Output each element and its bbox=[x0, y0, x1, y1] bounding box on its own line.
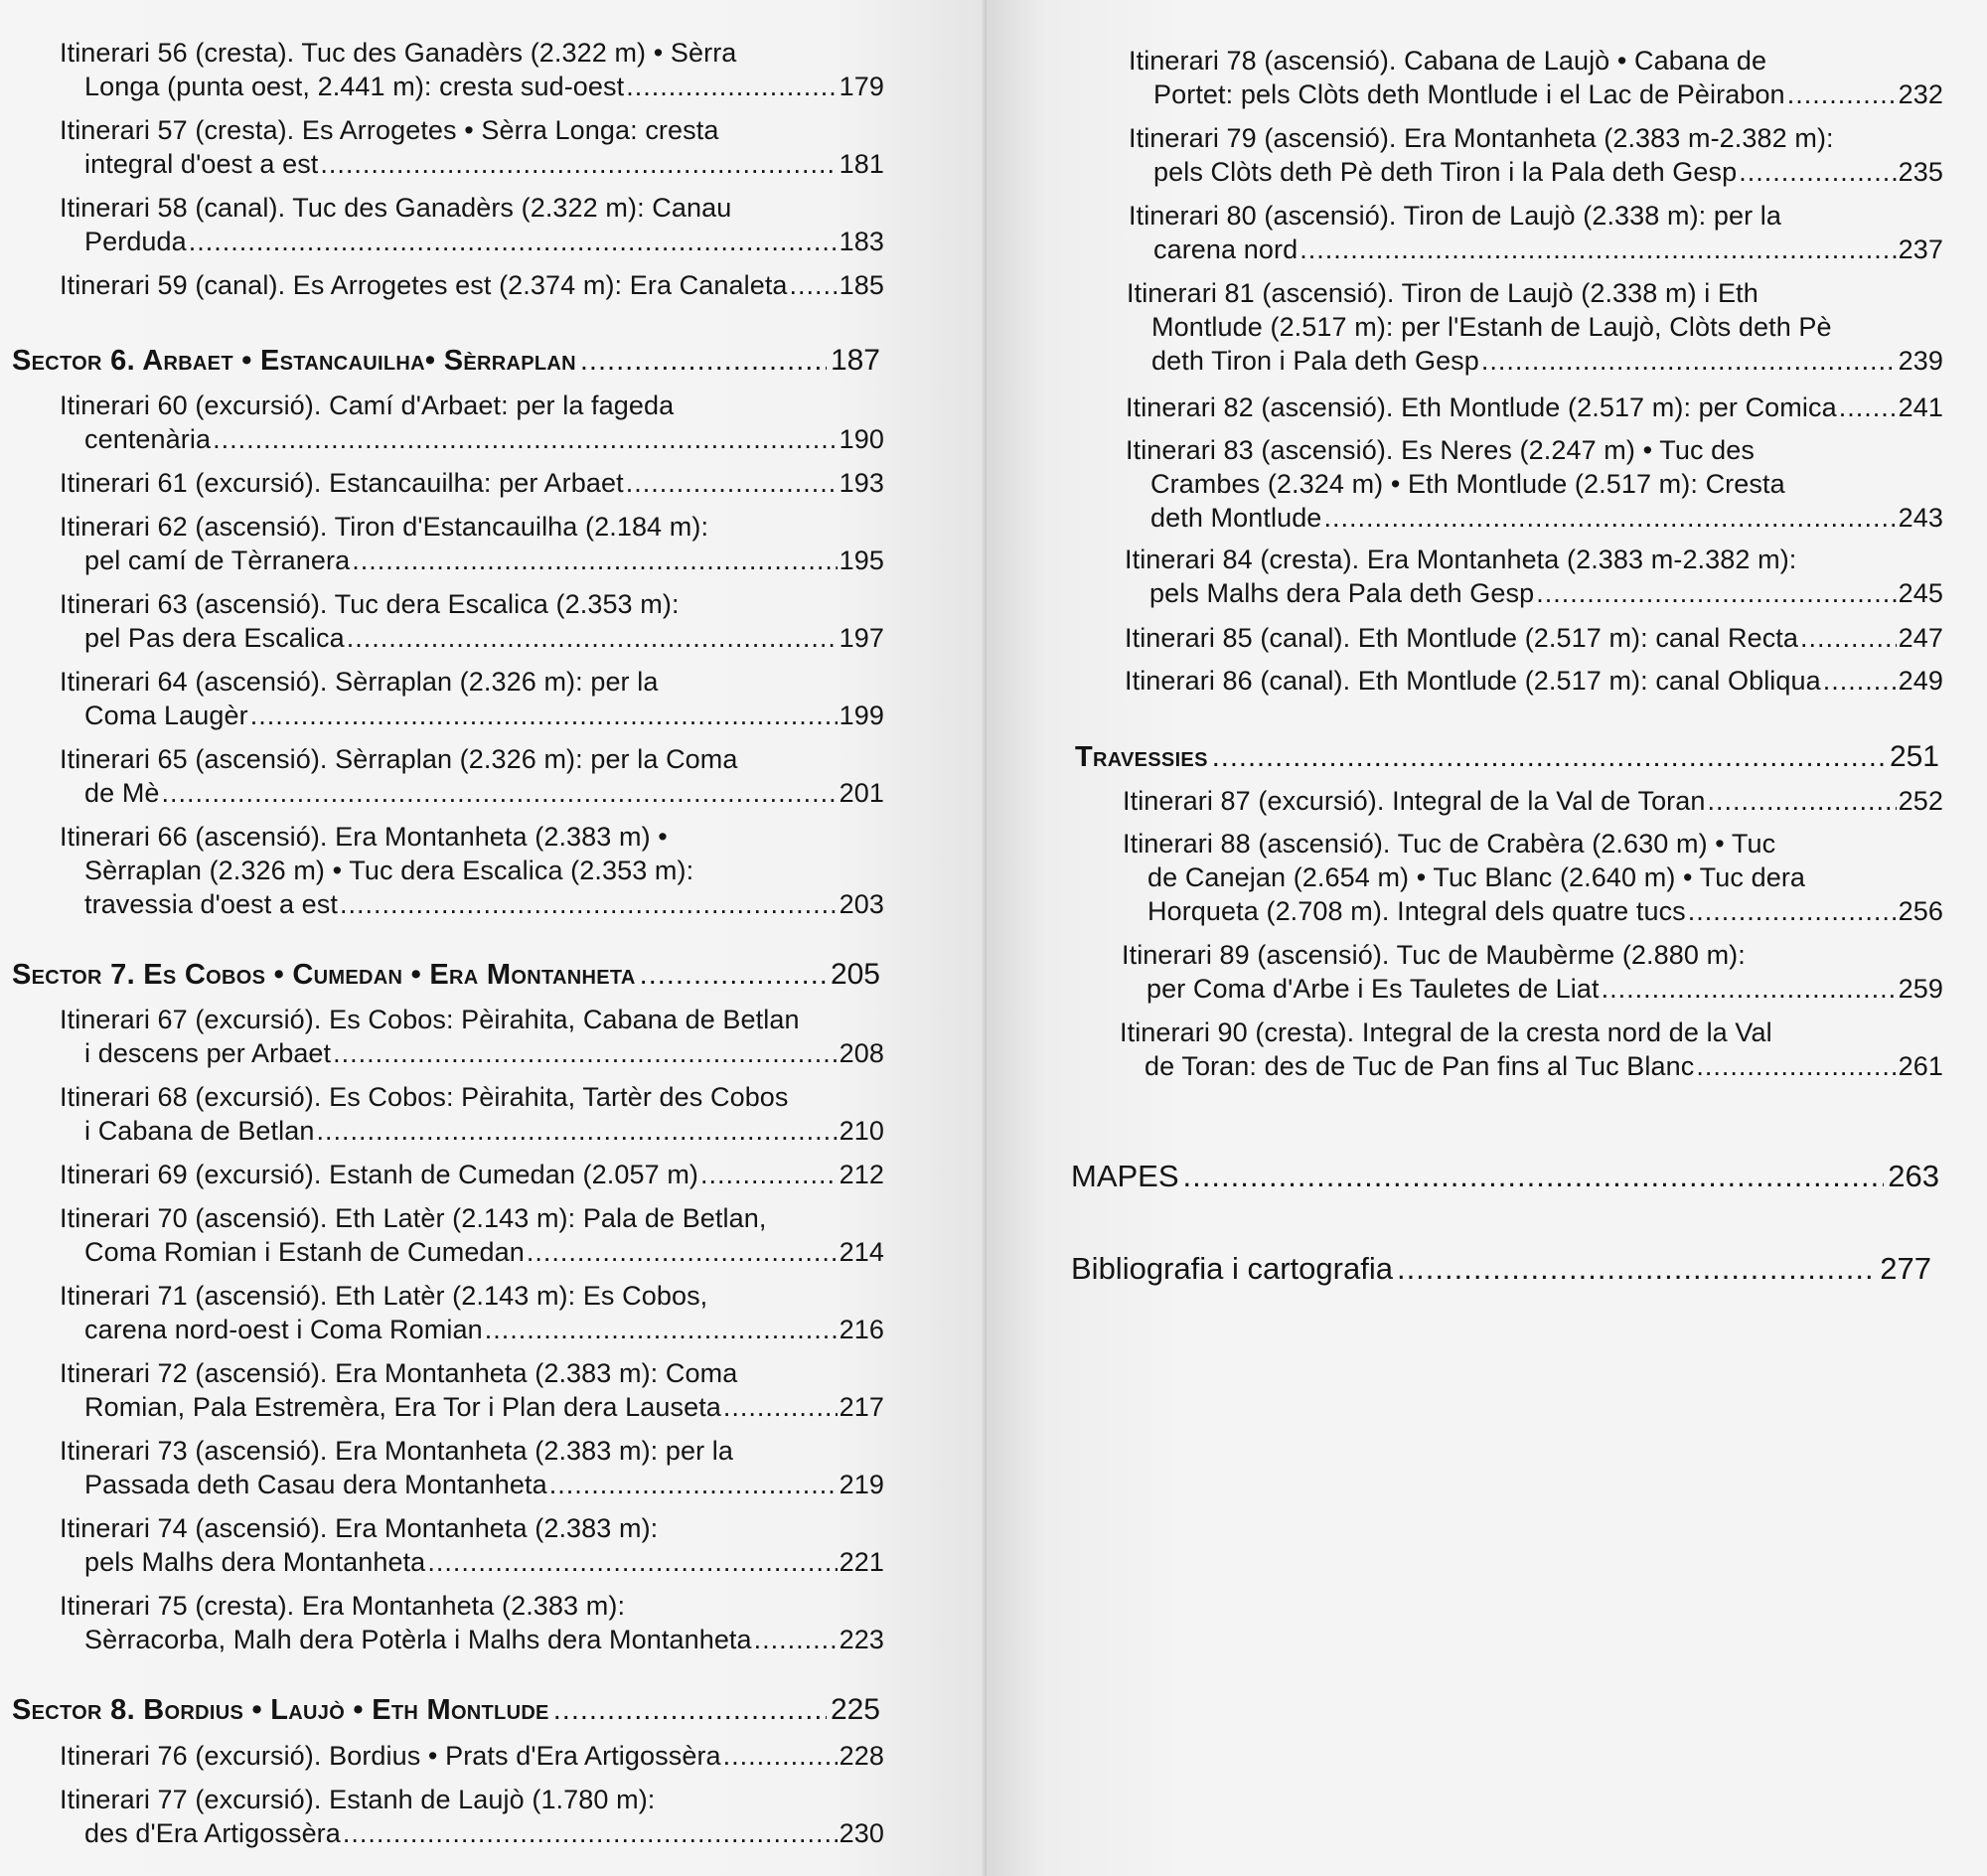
leader-dots bbox=[1708, 784, 1897, 818]
entry-title: Itinerari 86 (canal). Eth Montlude (2.517 m): canal Obliqua bbox=[1125, 666, 1821, 696]
leader-dots bbox=[340, 887, 838, 921]
entry-title: Itinerari 81 (ascensió). Tiron de Laujò (2.338 m) i Eth bbox=[1127, 278, 1758, 308]
leader-dots bbox=[1602, 972, 1897, 1006]
entry-title: Itinerari 66 (ascensió). Era Montanheta (2.383 m) • bbox=[60, 822, 668, 852]
page-number: 251 bbox=[1889, 740, 1939, 773]
entry-title: Itinerari 83 (ascensió). Es Neres (2.247 m) • Tuc des bbox=[1126, 435, 1755, 465]
entry-title-cont: de Mè bbox=[84, 778, 160, 808]
page-number: 201 bbox=[839, 778, 884, 808]
page-number: 241 bbox=[1898, 392, 1943, 422]
page-number: 221 bbox=[839, 1547, 884, 1577]
leader-dots bbox=[553, 1694, 827, 1727]
page-number: 235 bbox=[1898, 157, 1943, 187]
leader-dots bbox=[527, 1235, 838, 1269]
leader-dots bbox=[549, 1468, 838, 1501]
entry-title-cont: Portet: pels Clòts deth Montlude i el Lac de Pèirabon bbox=[1153, 79, 1785, 109]
page-number: 219 bbox=[839, 1470, 884, 1499]
leader-dots bbox=[754, 1623, 838, 1656]
toc-entry[interactable] bbox=[60, 742, 884, 810]
entry-title: Itinerari 56 (cresta). Tuc des Ganadèrs (2.322 m) • Sèrra bbox=[60, 38, 737, 68]
entry-title: Itinerari 74 (ascensió). Era Montanheta (2.383 m): bbox=[60, 1513, 659, 1543]
entry-title: Itinerari 73 (ascensió). Era Montanheta (2.383 m): per la bbox=[60, 1436, 734, 1466]
toc-entry[interactable] bbox=[60, 510, 884, 577]
sector-title: Sector 7. Es Cobos • Cumedan • Era Montanheta bbox=[12, 959, 636, 991]
section-heading-mapes[interactable] bbox=[1071, 1159, 1939, 1194]
entry-title: Itinerari 64 (ascensió). Sèrraplan (2.326 m): per la bbox=[60, 667, 659, 697]
entry-title-cont: de Toran: des de Tuc de Pan fins al Tuc Blanc bbox=[1145, 1051, 1695, 1081]
page-number: 230 bbox=[839, 1818, 884, 1848]
entry-title-cont: Montlude (2.517 m): per l'Estanh de Laujò, Clòts deth Pè bbox=[1151, 312, 1832, 342]
leader-dots bbox=[320, 147, 837, 181]
entry-title: Itinerari 90 (cresta). Integral de la cresta nord de la Val bbox=[1120, 1017, 1772, 1047]
entry-title-cont: deth Montlude bbox=[1150, 503, 1322, 533]
page-number: 237 bbox=[1898, 234, 1943, 264]
toc-entry[interactable] bbox=[1123, 827, 1943, 928]
entry-title-cont: Sèrraplan (2.326 m) • Tuc dera Escalica (2.353 m): bbox=[84, 856, 694, 885]
entry-title: Itinerari 77 (excursió). Estanh de Laujò (1.780 m): bbox=[60, 1785, 656, 1814]
page-number: 225 bbox=[830, 1693, 880, 1726]
leader-dots bbox=[790, 268, 838, 302]
entry-title-cont: pel camí de Tèrranera bbox=[84, 546, 351, 575]
leader-dots bbox=[485, 1313, 838, 1346]
section-heading-travessies[interactable] bbox=[1075, 740, 1939, 774]
entry-title: Itinerari 59 (canal). Es Arrogetes est (2.374 m): Era Canaleta bbox=[60, 270, 788, 300]
entry-title-cont: Passada deth Casau dera Montanheta bbox=[84, 1470, 547, 1499]
toc-entry[interactable] bbox=[60, 1511, 884, 1579]
toc-entry[interactable] bbox=[1120, 1016, 1943, 1083]
toc-entry[interactable] bbox=[60, 587, 884, 655]
entry-title-cont: per Coma d'Arbe i Es Tauletes de Liat bbox=[1146, 974, 1600, 1004]
sector-heading[interactable] bbox=[12, 958, 880, 992]
page-number: 208 bbox=[839, 1038, 884, 1068]
toc-entry[interactable] bbox=[1129, 199, 1943, 266]
page-number: 190 bbox=[839, 424, 884, 454]
leader-dots bbox=[1299, 233, 1896, 266]
entry-title: Itinerari 76 (excursió). Bordius • Prats d'Era Artigossèra bbox=[60, 1741, 721, 1771]
entry-title: Itinerari 61 (excursió). Estancauilha: per Arbaet bbox=[60, 468, 624, 498]
leader-dots bbox=[580, 345, 827, 378]
entry-title: Itinerari 85 (canal). Eth Montlude (2.517 m): canal Recta bbox=[1125, 623, 1799, 653]
page-number: 259 bbox=[1898, 974, 1943, 1004]
page-number: 217 bbox=[839, 1392, 884, 1422]
entry-title: Itinerari 88 (ascensió). Tuc de Crabèra (2.630 m) • Tuc bbox=[1123, 829, 1776, 859]
page-number: 183 bbox=[839, 227, 884, 256]
leader-dots bbox=[333, 1036, 837, 1070]
leader-dots bbox=[352, 544, 837, 577]
entry-title: Itinerari 60 (excursió). Camí d'Arbaet: per la fageda bbox=[60, 391, 675, 420]
leader-dots bbox=[723, 1390, 838, 1424]
entry-title-cont: travessia d'oest a est bbox=[84, 889, 338, 919]
leader-dots bbox=[250, 699, 838, 732]
entry-title: Itinerari 80 (ascensió). Tiron de Laujò (2.338 m): per la bbox=[1129, 201, 1782, 231]
page-number: 263 bbox=[1888, 1159, 1939, 1193]
section-title: MAPES bbox=[1071, 1159, 1179, 1193]
toc-entry[interactable] bbox=[1126, 391, 1943, 424]
toc-entry[interactable] bbox=[1129, 121, 1943, 189]
page-number: 212 bbox=[839, 1160, 884, 1189]
sector-heading[interactable] bbox=[12, 1693, 880, 1727]
entry-title: Itinerari 79 (ascensió). Era Montanheta (2.383 m-2.382 m): bbox=[1129, 123, 1834, 153]
entry-title-cont: i Cabana de Betlan bbox=[84, 1116, 315, 1146]
entry-title: Itinerari 62 (ascensió). Tiron d'Estancauilha (2.184 m): bbox=[60, 512, 709, 542]
page-number: 247 bbox=[1898, 623, 1943, 653]
entry-title: Itinerari 70 (ascensió). Eth Latèr (2.143 m): Pala de Betlan, bbox=[60, 1203, 767, 1233]
entry-title-cont: pels Malhs dera Montanheta bbox=[84, 1547, 426, 1577]
entry-title: Itinerari 84 (cresta). Era Montanheta (2.383 m-2.382 m): bbox=[1125, 545, 1797, 574]
page-number: 245 bbox=[1898, 578, 1943, 608]
toc-entry[interactable] bbox=[1125, 621, 1943, 655]
leader-dots bbox=[700, 1158, 838, 1191]
toc-entry[interactable] bbox=[60, 1080, 884, 1148]
leader-dots bbox=[1739, 155, 1896, 189]
leader-dots bbox=[162, 776, 838, 810]
toc-entry[interactable] bbox=[1125, 664, 1943, 698]
toc-entry[interactable] bbox=[1129, 44, 1943, 111]
toc-entry[interactable] bbox=[60, 820, 884, 921]
page-number: 193 bbox=[839, 468, 884, 498]
entry-title: Itinerari 69 (excursió). Estanh de Cumedan (2.057 m) bbox=[60, 1160, 698, 1189]
leader-dots bbox=[1787, 78, 1897, 111]
toc-entry[interactable] bbox=[1125, 543, 1943, 610]
toc-entry[interactable] bbox=[60, 1003, 884, 1070]
entry-title: Itinerari 89 (ascensió). Tuc de Maubèrme (2.880 m): bbox=[1122, 940, 1746, 970]
leader-dots bbox=[1800, 621, 1897, 655]
entry-title: Itinerari 67 (excursió). Es Cobos: Pèirahita, Cabana de Betlan bbox=[60, 1005, 800, 1034]
section-title: Bibliografia i cartografia bbox=[1071, 1251, 1393, 1286]
page-number: 195 bbox=[839, 546, 884, 575]
page-number: 179 bbox=[839, 72, 884, 101]
toc-entry[interactable] bbox=[1122, 938, 1943, 1006]
page-number: 277 bbox=[1880, 1251, 1931, 1286]
toc-entry[interactable] bbox=[60, 466, 884, 500]
leader-dots bbox=[1823, 664, 1897, 698]
page-number: 249 bbox=[1898, 666, 1943, 696]
sector-title: Sector 8. Bordius • Laujò • Eth Montlude bbox=[12, 1694, 549, 1726]
leader-dots bbox=[1536, 576, 1896, 610]
toc-entry[interactable] bbox=[60, 1356, 884, 1424]
entry-title: Itinerari 72 (ascensió). Era Montanheta (2.383 m): Coma bbox=[60, 1358, 738, 1388]
page-number: 210 bbox=[839, 1116, 884, 1146]
entry-title-cont: Perduda bbox=[84, 227, 187, 256]
entry-title-cont: carena nord bbox=[1153, 234, 1299, 264]
entry-title: Itinerari 63 (ascensió). Tuc dera Escalica (2.353 m): bbox=[60, 589, 680, 619]
page-number: 216 bbox=[839, 1315, 884, 1344]
entry-title-cont: Coma Romian i Estanh de Cumedan bbox=[84, 1237, 525, 1267]
entry-title-cont: Horqueta (2.708 m). Integral dels quatre tucs bbox=[1147, 896, 1686, 926]
page-number: 203 bbox=[839, 889, 884, 919]
entry-title: Itinerari 57 (cresta). Es Arrogetes • Sèrra Longa: cresta bbox=[60, 115, 719, 145]
entry-title: Itinerari 78 (ascensió). Cabana de Laujò • Cabana de bbox=[1129, 46, 1767, 76]
page-number: 181 bbox=[839, 149, 884, 179]
page-number: 256 bbox=[1898, 896, 1943, 926]
leader-dots bbox=[723, 1739, 838, 1773]
entry-title: Itinerari 87 (excursió). Integral de la Val de Toran bbox=[1123, 786, 1706, 816]
toc-entry[interactable] bbox=[60, 268, 884, 302]
leader-dots bbox=[189, 225, 838, 258]
leader-dots bbox=[316, 1114, 837, 1148]
toc-entry[interactable] bbox=[60, 36, 884, 103]
entry-title-cont: carena nord-oest i Coma Romian bbox=[84, 1315, 483, 1344]
page-number: 199 bbox=[839, 701, 884, 730]
toc-entry[interactable] bbox=[60, 191, 884, 258]
toc-entry[interactable] bbox=[1127, 276, 1943, 378]
page-number: 185 bbox=[839, 270, 884, 300]
entry-title-cont: pels Clòts deth Pè deth Tiron i la Pala deth Gesp bbox=[1153, 157, 1738, 187]
leader-dots bbox=[1839, 391, 1897, 424]
entry-title: Itinerari 68 (excursió). Es Cobos: Pèirahita, Tartèr des Cobos bbox=[60, 1082, 789, 1112]
toc-entry[interactable] bbox=[60, 389, 884, 456]
toc-entry[interactable] bbox=[60, 1158, 884, 1191]
page-number: 214 bbox=[839, 1237, 884, 1267]
toc-entry[interactable] bbox=[1126, 433, 1943, 535]
entry-title: Itinerari 71 (ascensió). Eth Latèr (2.143 m): Es Cobos, bbox=[60, 1281, 708, 1311]
toc-entry[interactable] bbox=[1123, 784, 1943, 818]
page-number: 197 bbox=[839, 623, 884, 653]
entry-title-cont: Longa (punta oest, 2.441 m): cresta sud-oest bbox=[84, 72, 625, 101]
toc-entry[interactable] bbox=[60, 1739, 884, 1773]
leader-dots bbox=[626, 466, 838, 500]
entry-title: Itinerari 75 (cresta). Era Montanheta (2.383 m): bbox=[60, 1591, 626, 1621]
toc-entry[interactable] bbox=[60, 1434, 884, 1501]
leader-dots bbox=[1688, 894, 1897, 928]
leader-dots bbox=[640, 959, 827, 992]
entry-title-cont: Crambes (2.324 m) • Eth Montlude (2.517 m): Cresta bbox=[1150, 469, 1785, 499]
entry-title-cont: Romian, Pala Estremèra, Era Tor i Plan dera Lauseta bbox=[84, 1392, 721, 1422]
entry-title-cont: i descens per Arbaet bbox=[84, 1038, 332, 1068]
entry-title-cont: Sèrracorba, Malh dera Potèrla i Malhs dera Montanheta bbox=[84, 1625, 752, 1654]
section-heading-bibliografia[interactable] bbox=[1071, 1251, 1931, 1287]
entry-title-cont: pel Pas dera Escalica bbox=[84, 623, 345, 653]
page-number: 261 bbox=[1898, 1051, 1943, 1081]
page-number: 223 bbox=[839, 1625, 884, 1654]
leader-dots bbox=[427, 1545, 837, 1579]
entry-title: Itinerari 65 (ascensió). Sèrraplan (2.326 m): per la Coma bbox=[60, 744, 738, 774]
entry-title-cont: Coma Laugèr bbox=[84, 701, 248, 730]
leader-dots bbox=[1397, 1251, 1876, 1287]
entry-title-cont: deth Tiron i Pala deth Gesp bbox=[1151, 346, 1479, 376]
leader-dots bbox=[626, 70, 837, 103]
leader-dots bbox=[1323, 501, 1896, 535]
leader-dots bbox=[1212, 741, 1886, 774]
page-number: 205 bbox=[830, 958, 880, 991]
toc-entry[interactable] bbox=[60, 1279, 884, 1346]
page-number: 239 bbox=[1898, 346, 1943, 376]
entry-title-cont: integral d'oest a est bbox=[84, 149, 319, 179]
leader-dots bbox=[1696, 1049, 1896, 1083]
entry-title-cont: des d'Era Artigossèra bbox=[84, 1818, 341, 1848]
page-number: 232 bbox=[1898, 79, 1943, 109]
toc-entry[interactable] bbox=[60, 665, 884, 732]
page-number: 243 bbox=[1898, 503, 1943, 533]
toc-entry[interactable] bbox=[60, 113, 884, 181]
sector-title: Sector 6. Arbaet • Estancauilha• Sèrraplan bbox=[12, 345, 576, 377]
entry-title: Itinerari 58 (canal). Tuc des Ganadèrs (2.322 m): Canau bbox=[60, 193, 732, 223]
leader-dots bbox=[347, 621, 838, 655]
entry-title-cont: centenària bbox=[84, 424, 212, 454]
leader-dots bbox=[213, 422, 838, 456]
leader-dots bbox=[1481, 344, 1897, 378]
left-page bbox=[0, 0, 987, 1876]
sector-heading[interactable] bbox=[12, 344, 880, 378]
right-page bbox=[987, 0, 1987, 1876]
leader-dots bbox=[1183, 1159, 1885, 1194]
leader-dots bbox=[343, 1816, 838, 1850]
page-number: 187 bbox=[830, 344, 880, 377]
section-title: Travessies bbox=[1075, 741, 1208, 773]
entry-title-cont: pels Malhs dera Pala deth Gesp bbox=[1149, 578, 1535, 608]
toc-entry[interactable] bbox=[60, 1783, 884, 1850]
entry-title-cont: de Canejan (2.654 m) • Tuc Blanc (2.640 m) • Tuc dera bbox=[1147, 862, 1806, 892]
page-number: 228 bbox=[839, 1741, 884, 1771]
toc-entry[interactable] bbox=[60, 1589, 884, 1656]
toc-entry[interactable] bbox=[60, 1201, 884, 1269]
entry-title: Itinerari 82 (ascensió). Eth Montlude (2.517 m): per Comica bbox=[1126, 392, 1837, 422]
page-number: 252 bbox=[1898, 786, 1943, 816]
